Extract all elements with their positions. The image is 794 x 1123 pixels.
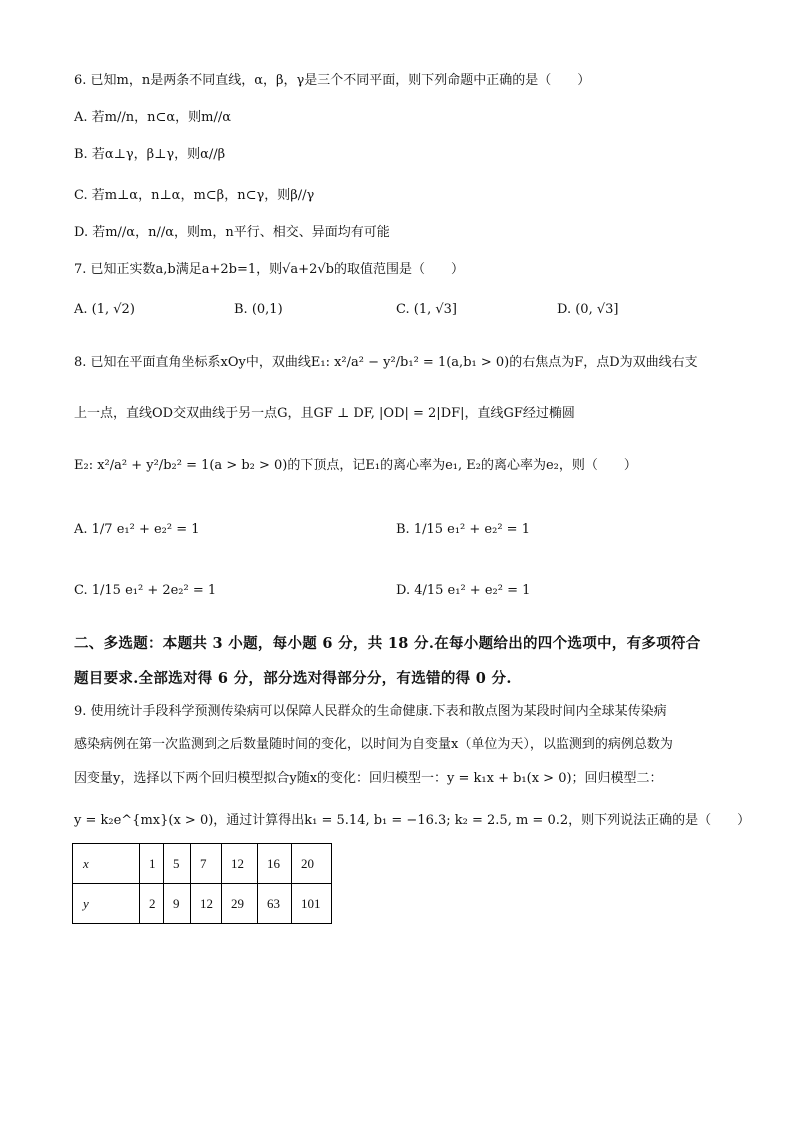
q7-option-c[interactable]: C. (1, √3] <box>396 302 457 317</box>
section-2-heading-line-2: 题目要求.全部选对得 6 分，部分选对得部分分，有选错的得 0 分. <box>74 670 512 687</box>
q6-option-b[interactable]: B. 若α⊥γ，β⊥γ，则α//β <box>74 147 226 162</box>
q9-line-2: 感染病例在第一次监测到之后数量随时间的变化，以时间为自变量x（单位为天），以监测到的病例总数为 <box>74 737 673 752</box>
q9-line-4: y = k₂e^{mx}(x > 0)，通过计算得出k₁ = 5.14, b₁ = −16.3; k₂ = 2.5, m = 0.2，则下列说法正确的是（ ） <box>74 813 751 828</box>
table-cell: 101 <box>292 884 332 924</box>
table-cell: 29 <box>222 884 258 924</box>
q8-line-2: 上一点，直线OD交双曲线于另一点G，且GF ⊥ DF, |OD| = 2|DF|，直线GF经过椭圆 <box>74 406 575 421</box>
q6-option-d[interactable]: D. 若m//α，n//α，则m，n平行、相交、异面均有可能 <box>74 225 390 240</box>
q9-line-3: 因变量y，选择以下两个回归模型拟合y随x的变化：回归模型一：y = k₁x + b₁(x > 0)；回归模型二： <box>74 771 663 786</box>
q8-option-d[interactable]: D. 4/15 e₁² + e₂² = 1 <box>396 583 531 598</box>
table-cell: 5 <box>164 844 191 884</box>
table-cell: 63 <box>258 884 292 924</box>
table-cell: 7 <box>191 844 222 884</box>
table-row <box>73 844 332 884</box>
table-cell: 9 <box>164 884 191 924</box>
q8-option-c[interactable]: C. 1/15 e₁² + 2e₂² = 1 <box>74 583 217 598</box>
q8-line-3: E₂: x²/a² + y²/b₂² = 1(a > b₂ > 0)的下顶点，记E₁的离心率为e₁, E₂的离心率为e₂，则（ ） <box>74 458 637 473</box>
table-header-y: y <box>73 884 140 924</box>
table-cell: 2 <box>140 884 164 924</box>
q8-option-b[interactable]: B. 1/15 e₁² + e₂² = 1 <box>396 522 530 537</box>
q6-option-c[interactable]: C. 若m⊥α，n⊥α，m⊂β，n⊂γ，则β//γ <box>74 188 315 203</box>
q8-option-a[interactable]: A. 1/7 e₁² + e₂² = 1 <box>74 522 200 537</box>
q6-option-a[interactable]: A. 若m//n，n⊂α，则m//α <box>74 110 232 125</box>
q6-stem: 6. 已知m，n是两条不同直线，α，β，γ是三个不同平面，则下列命题中正确的是（ ） <box>74 73 591 88</box>
q7-option-a[interactable]: A. (1, √2) <box>74 302 135 317</box>
table-cell: 12 <box>191 884 222 924</box>
table-header-x: x <box>73 844 140 884</box>
q7-option-b[interactable]: B. (0,1) <box>234 302 283 317</box>
table-cell: 20 <box>292 844 332 884</box>
q9-data-table <box>72 843 332 924</box>
q7-stem: 7. 已知正实数a,b满足a+2b=1，则√a+2√b的取值范围是（ ） <box>74 262 464 277</box>
section-2-heading-line-1: 二、多选题：本题共 3 小题，每小题 6 分，共 18 分.在每小题给出的四个选项中，有多项符合 <box>74 635 701 652</box>
q9-line-1: 9. 使用统计手段科学预测传染病可以保障人民群众的生命健康.下表和散点图为某段时间内全球某传染病 <box>74 704 667 719</box>
table-row <box>73 884 332 924</box>
table-cell: 16 <box>258 844 292 884</box>
q7-option-d[interactable]: D. (0, √3] <box>557 302 619 317</box>
table-cell: 12 <box>222 844 258 884</box>
table-cell: 1 <box>140 844 164 884</box>
q8-line-1: 8. 已知在平面直角坐标系xOy中，双曲线E₁: x²/a² − y²/b₁² = 1(a,b₁ > 0)的右焦点为F，点D为双曲线右支 <box>74 355 698 370</box>
